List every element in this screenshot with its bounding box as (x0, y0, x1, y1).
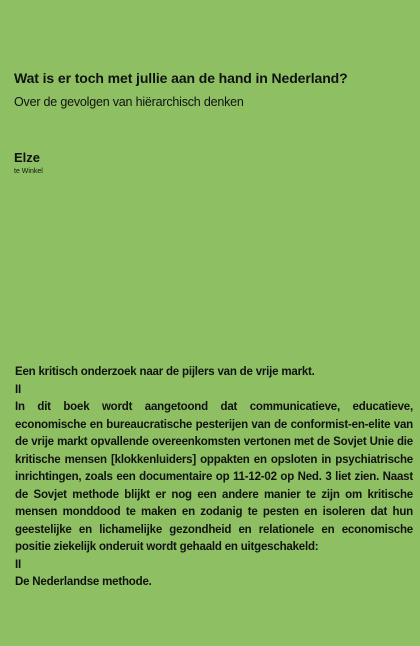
blurb-intro: Een kritisch onderzoek naar de pijlers van de vrije markt. (15, 366, 315, 378)
back-blurb (15, 364, 413, 592)
book-subtitle: Over de gevolgen van hiërarchisch denken (14, 95, 244, 109)
blurb-closing: De Nederlandse methode. (15, 576, 152, 588)
author-name: Elze (14, 150, 41, 165)
book-title: Wat is er toch met jullie aan de hand in Nederland? (14, 70, 348, 86)
blurb-separator: II (15, 383, 21, 396)
publisher-name: te Winkel (14, 168, 43, 175)
blurb-separator: II (15, 558, 21, 571)
blurb-body: In dit boek wordt aangetoond dat communicatieve, educatieve, economische en bureaucratische pesterijen van de conformist-en-elite van de vrije markt opvallende overeenkomsten vertonen met de Sovjet Unie die kritische mensen [klokkenluiders] oppakten en opsloten in psychiatrische inrichtingen, zoals een documentaire op 11-12-02 op Ned. 3 liet zien. Naast de Sovjet methode blijkt er nog een andere manier te zijn om kritische mensen monddood te maken en zodanig te pesten en isoleren dat hun geestelijke en lichamelijke gezondheid en relationele en economische positie ziekelijk onderuit wordt gehaald en uitgeschakeld: (15, 401, 413, 553)
